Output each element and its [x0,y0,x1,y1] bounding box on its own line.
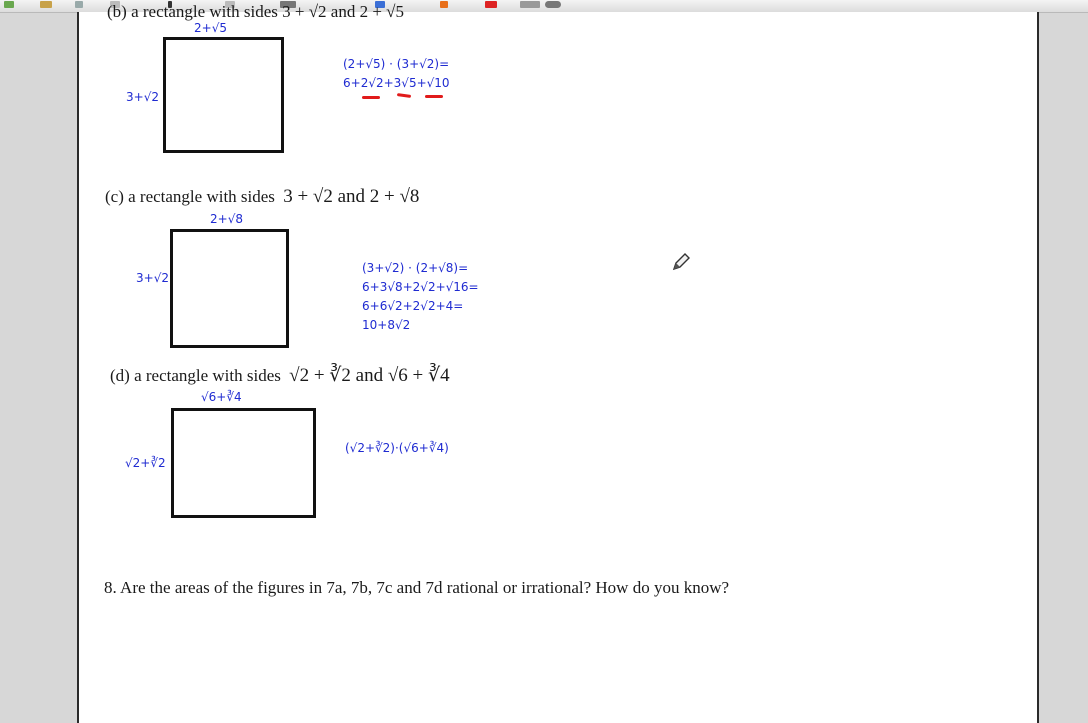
part-d-work-line-1: (√2+∛2)·(√6+∛4) [345,441,449,455]
question-8: 8. Are the areas of the figures in 7a, 7b, 7c and 7d rational or irrational? How do you know? [104,578,730,597]
part-d-rectangle [171,408,316,518]
part-b-underline [425,95,443,98]
screen-icon[interactable] [520,1,540,8]
part-c-rectangle [170,229,289,348]
screen-icon[interactable] [485,1,497,8]
line-icon[interactable] [440,1,448,8]
pencil-cursor-icon [669,250,693,274]
part-d-prompt [110,364,450,387]
part-b-side-label: 3+√2 [126,90,159,104]
part-b-work-line-1: (2+√5) · (3+√2)= [343,57,450,71]
part-b-prompt: (b) a rectangle with sides 3 + √2 and 2 + √5 [107,2,405,21]
part-b-work-line-2: 6+2√2+3√5+√10 [343,76,450,90]
part-c-work-line-2: 6+3√8+2√2+√16= [362,280,479,294]
redo-icon[interactable] [40,1,52,8]
worksheet-page [77,2,1039,723]
part-d-prompt-expression: √2 + ∛2 and √6 + ∛4 [289,365,450,386]
part-c-prompt-expression: 3 + √2 and 2 + √8 [283,186,420,207]
part-d-top-label: √6+∛4 [201,390,242,404]
part-d-side-label: √2+∛2 [125,456,166,470]
part-d-prompt-label: (d) a rectangle with sides [110,366,281,385]
part-c-work-line-3: 6+6√2+2√2+4= [362,299,464,313]
part-b-underline [397,93,411,98]
part-b-rectangle [163,37,284,153]
part-c-top-label: 2+√8 [210,212,243,226]
part-b-underline [362,96,380,99]
part-c-prompt [105,186,419,208]
part-c-side-label: 3+√2 [136,271,169,285]
part-c-prompt-label: (c) a rectangle with sides [105,187,275,206]
screen-icon[interactable] [545,1,561,8]
part-c-work-line-1: (3+√2) · (2+√8)= [362,261,469,275]
pen-icon[interactable] [75,1,83,8]
part-b-top-label: 2+√5 [194,21,227,35]
part-c-work-line-4: 10+8√2 [362,318,411,332]
undo-icon[interactable] [4,1,14,8]
